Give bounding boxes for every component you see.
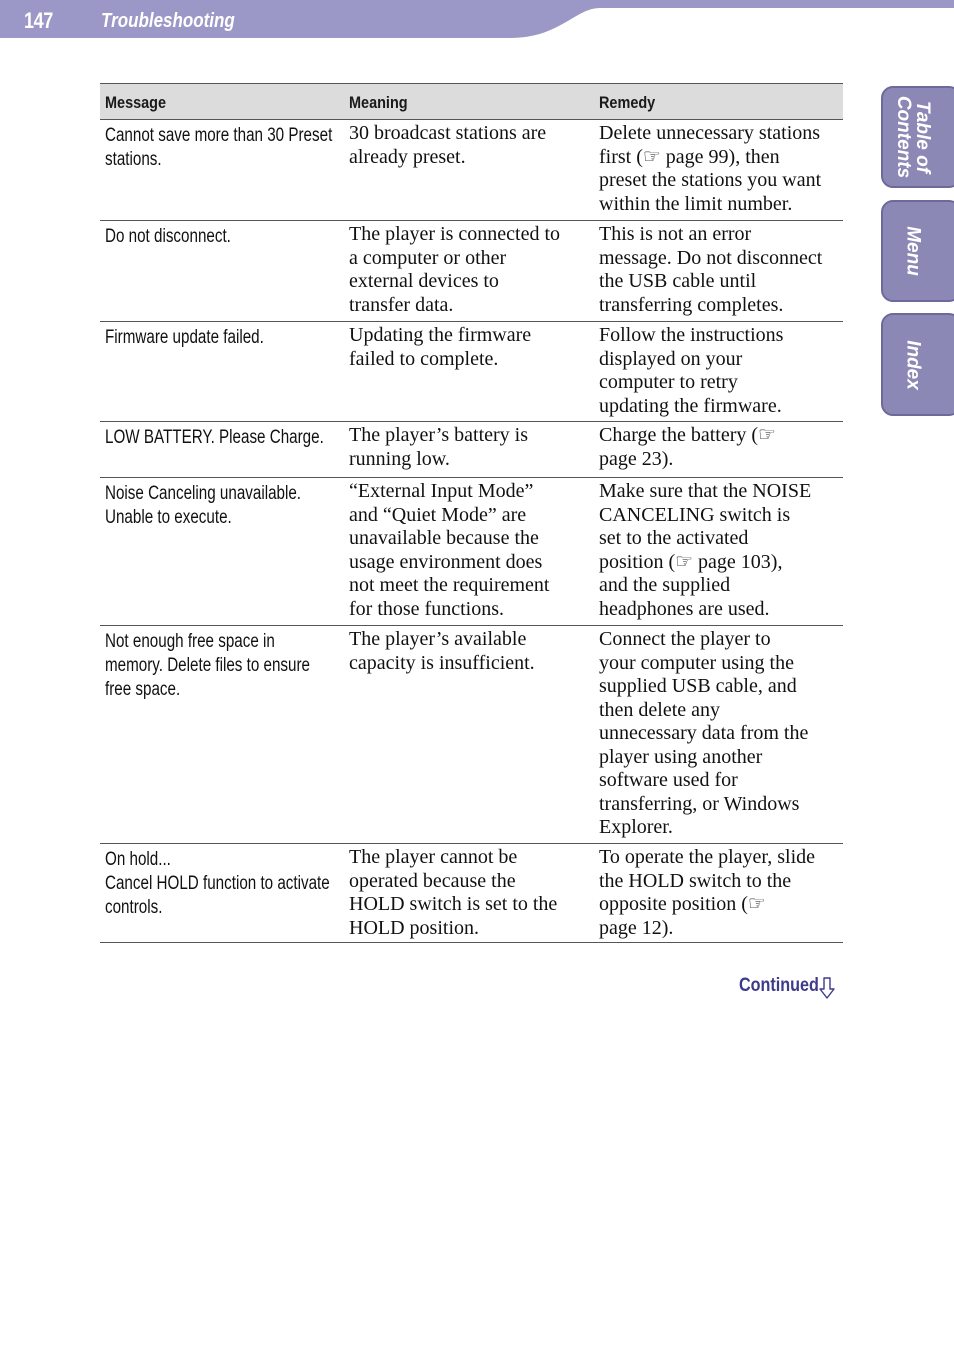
- remedy-cell: This is not an error message. Do not disconnect the USB cable until transferring completes.: [594, 221, 843, 322]
- troubleshooting-table: [100, 83, 843, 943]
- remedy-cell: Charge the battery (☞ page 23).: [594, 422, 843, 478]
- message-cell: LOW BATTERY. Please Charge.: [100, 422, 344, 478]
- table-row: [100, 626, 843, 844]
- remedy-cell: Delete unnecessary stations first (☞ page 99), then preset the stations you want within the limit number.: [594, 120, 843, 221]
- meaning-cell: The player’s available capacity is insufficient.: [344, 626, 594, 844]
- message-cell: Noise Canceling unavailable. Unable to execute.: [100, 478, 344, 626]
- tab-table-of-contents-label: Table of Contents: [893, 95, 933, 179]
- meaning-cell: “External Input Mode” and “Quiet Mode” are unavailable because the usage environment does not meet the requirement for those functions.: [344, 478, 594, 626]
- message-cell: Do not disconnect.: [100, 221, 344, 322]
- continued-label: Continued: [739, 975, 819, 996]
- remedy-cell: Make sure that the NOISE CANCELING switch is set to the activated position (☞ page 103), and the supplied headphones are used.: [594, 478, 843, 626]
- meaning-cell: The player cannot be operated because the HOLD switch is set to the HOLD position.: [344, 844, 594, 943]
- column-header-remedy: Remedy: [594, 84, 843, 120]
- remedy-cell: Follow the instructions displayed on your computer to retry updating the firmware.: [594, 322, 843, 422]
- message-cell: Not enough free space in memory. Delete files to ensure free space.: [100, 626, 344, 844]
- message-cell: Cannot save more than 30 Preset stations.: [100, 120, 344, 221]
- table-header-row: [100, 84, 843, 120]
- meaning-cell: 30 broadcast stations are already preset.: [344, 120, 594, 221]
- message-cell: On hold... Cancel HOLD function to activate controls.: [100, 844, 344, 943]
- column-header-meaning: Meaning: [344, 84, 594, 120]
- page-header: [0, 0, 954, 40]
- page-number: 147: [24, 8, 53, 33]
- arrow-down-icon: [819, 977, 835, 999]
- section-title: Troubleshooting: [101, 10, 235, 32]
- table-row: [100, 844, 843, 943]
- tab-index[interactable]: [881, 313, 954, 416]
- table-row: [100, 120, 843, 221]
- meaning-cell: Updating the firmware failed to complete.: [344, 322, 594, 422]
- table-row: [100, 478, 843, 626]
- tab-index-label: Index: [902, 339, 924, 390]
- continued-link[interactable]: [739, 975, 833, 997]
- remedy-cell: To operate the player, slide the HOLD switch to the opposite position (☞ page 12).: [594, 844, 843, 943]
- tab-menu-label: Menu: [902, 226, 924, 276]
- column-header-message: Message: [100, 84, 344, 120]
- table-row: [100, 221, 843, 322]
- message-cell: Firmware update failed.: [100, 322, 344, 422]
- meaning-cell: The player is connected to a computer or other external devices to transfer data.: [344, 221, 594, 322]
- table-row: [100, 322, 843, 422]
- tab-menu[interactable]: [881, 200, 954, 302]
- remedy-cell: Connect the player to your computer using the supplied USB cable, and then delete any unnecessary data from the player using another software used for transferring, or Windows Explorer.: [594, 626, 843, 844]
- tab-table-of-contents[interactable]: [881, 86, 954, 188]
- meaning-cell: The player’s battery is running low.: [344, 422, 594, 478]
- table-row: [100, 422, 843, 478]
